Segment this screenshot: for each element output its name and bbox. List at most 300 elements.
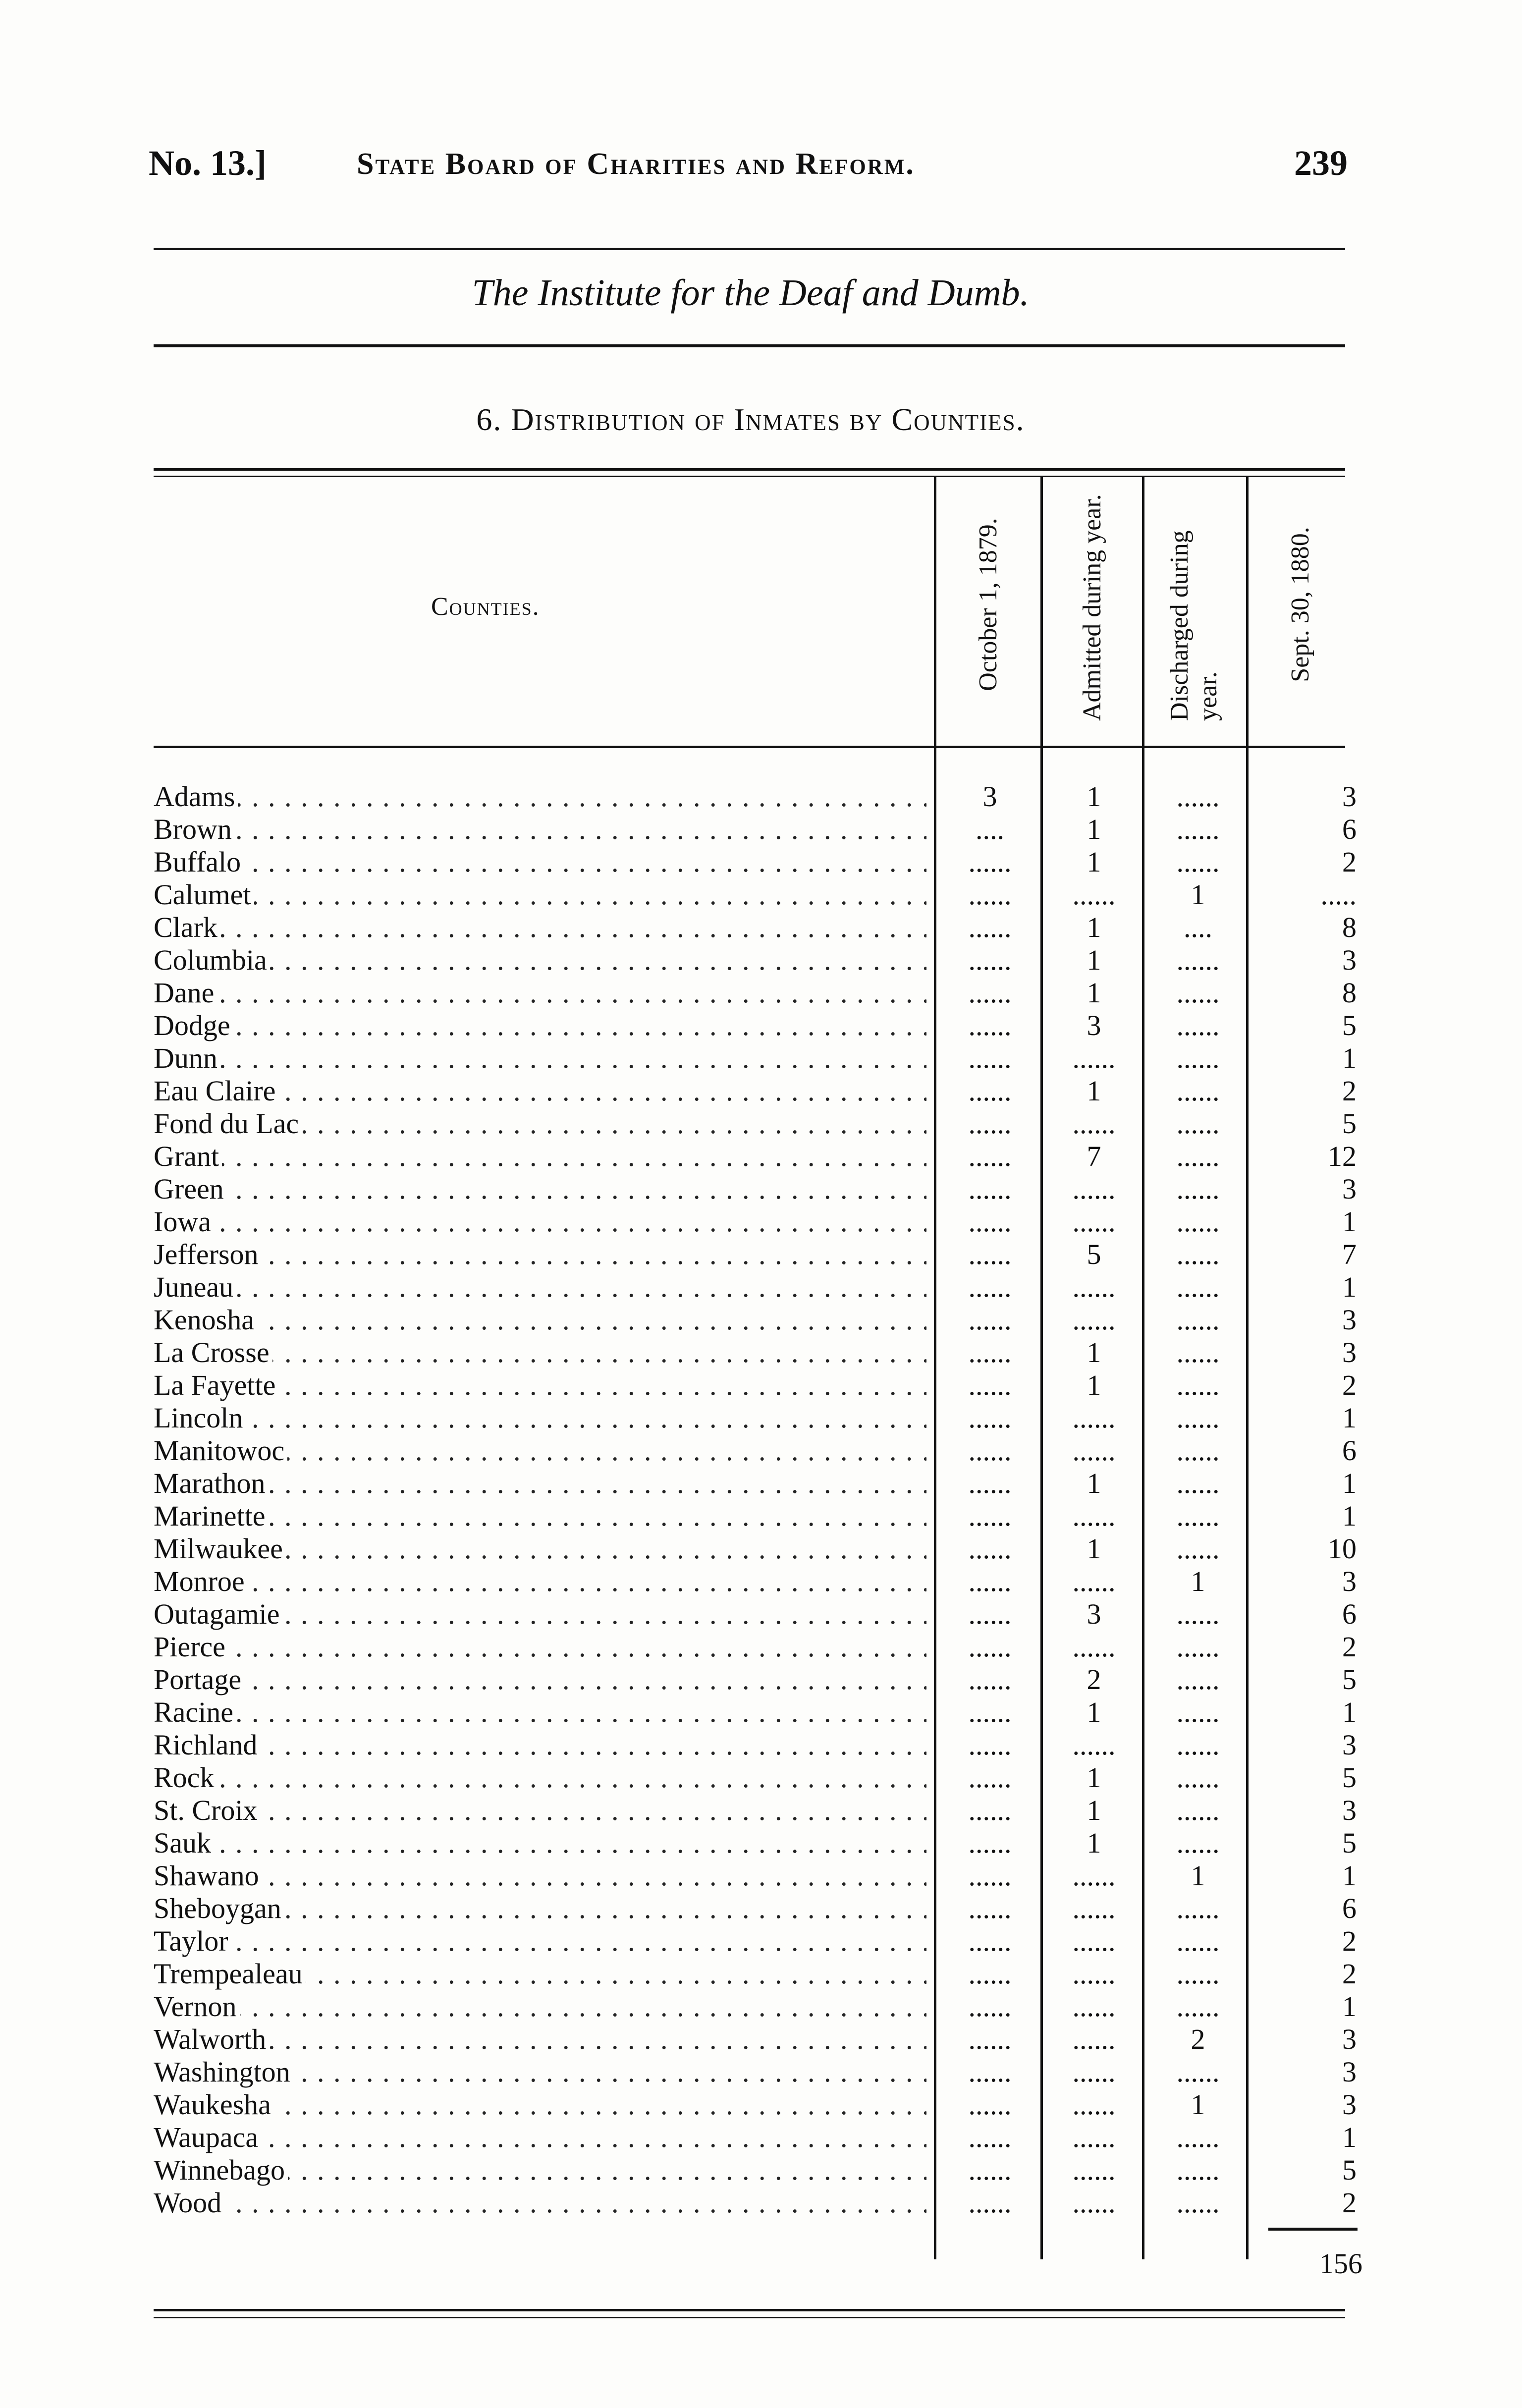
county-name [154, 1500, 926, 1532]
county-name [154, 878, 926, 911]
county-name-text: Vernon [154, 1990, 240, 2023]
admitted-value: ...... [1072, 2023, 1116, 2055]
oct-1879-value: ...... [968, 1434, 1012, 1467]
discharged-value: ...... [1176, 944, 1220, 976]
admitted-value: 1 [1087, 911, 1101, 943]
sept-1880-value: 3 [1342, 1304, 1357, 1336]
county-name-text: Sheboygan [154, 1892, 284, 1924]
admitted-value: 1 [1087, 813, 1101, 845]
discharged-value: 2 [1191, 2023, 1205, 2055]
county-name [154, 1925, 926, 1958]
county-name [154, 846, 926, 878]
table-row [154, 1532, 1362, 1565]
discharged-value: ...... [1176, 1369, 1220, 1401]
table-row [154, 1205, 1362, 1238]
admitted-value: ...... [1072, 2187, 1116, 2219]
oct-1879-value: ...... [968, 2023, 1012, 2055]
county-name-text: La Fayette [154, 1369, 278, 1401]
oct-1879-value: ...... [968, 1663, 1012, 1696]
county-name [154, 1827, 926, 1860]
oct-1879-value: ...... [968, 1761, 1012, 1794]
oct-1879-value: ...... [968, 1532, 1012, 1565]
table-row [154, 1990, 1362, 2023]
county-name [154, 1369, 926, 1402]
county-name [154, 1009, 926, 1042]
county-name [154, 1336, 926, 1369]
header-bottom-rule [154, 746, 1345, 748]
county-name [154, 2023, 926, 2056]
county-name [154, 2154, 926, 2187]
oct-1879-value: ...... [968, 1140, 1012, 1172]
table-row [154, 1631, 1362, 1663]
admitted-value: ...... [1072, 2088, 1116, 2121]
sept-1880-value: 2 [1342, 846, 1357, 878]
sept-1880-value: 5 [1342, 1827, 1357, 1859]
section-title: 6. Distribution of Inmates by Counties. [476, 402, 1025, 437]
sept-1880-value: 6 [1342, 1892, 1357, 1924]
oct-1879-value: ...... [968, 1696, 1012, 1728]
table-row [154, 977, 1362, 1009]
county-name [154, 1434, 926, 1467]
county-name-text: Manitowoc [154, 1434, 287, 1467]
table-row [154, 1860, 1362, 1892]
oct-1879-value: ...... [968, 2121, 1012, 2153]
table-row [154, 1238, 1362, 1271]
county-name [154, 813, 926, 846]
admitted-value: 1 [1087, 1696, 1101, 1728]
county-name-text: Washington [154, 2056, 293, 2088]
county-name [154, 1990, 926, 2023]
sept-1880-value: 6 [1342, 1434, 1357, 1467]
county-name-text: Monroe [154, 1565, 248, 1597]
admitted-value: 1 [1087, 1827, 1101, 1859]
sept-1880-value: 7 [1342, 1238, 1357, 1270]
oct-1879-value: ...... [968, 1467, 1012, 1499]
admitted-value: ...... [1072, 1565, 1116, 1597]
county-name-text: Walworth [154, 2023, 269, 2055]
table-row [154, 2187, 1362, 2219]
table-row [154, 1565, 1362, 1598]
county-name [154, 944, 926, 977]
discharged-value: 1 [1191, 2088, 1205, 2121]
discharged-value: ...... [1176, 1990, 1220, 2023]
discharged-value: ...... [1176, 1402, 1220, 1434]
county-name-text: Waupaca [154, 2121, 261, 2153]
sept-1880-value: 5 [1342, 1761, 1357, 1794]
sept-1880-value: 1 [1342, 1500, 1357, 1532]
oct-1879-value: ...... [968, 1794, 1012, 1826]
oct-1879-value: ...... [968, 2056, 1012, 2088]
table-row [154, 1794, 1362, 1827]
table-row [154, 1958, 1362, 1990]
sept-1880-value: 3 [1342, 1729, 1357, 1761]
county-name-text: Columbia [154, 944, 270, 976]
county-name-text: Green [154, 1173, 227, 1205]
discharged-value: ...... [1176, 1173, 1220, 1205]
sept-1880-value: 3 [1342, 1173, 1357, 1205]
table-row [154, 2056, 1362, 2088]
oct-1879-value: ...... [968, 1925, 1012, 1957]
counties-header: Counties. [431, 593, 540, 621]
county-name-text: Buffalo [154, 846, 244, 878]
county-name-text: Sauk [154, 1827, 214, 1859]
admitted-value: 2 [1087, 1663, 1101, 1696]
table-row [154, 1173, 1362, 1205]
discharged-value: ...... [1176, 1696, 1220, 1728]
county-name-text: Portage [154, 1663, 244, 1696]
county-name-text: Shawano [154, 1860, 262, 1892]
county-name-text: Taylor [154, 1925, 231, 1957]
admitted-value: ...... [1072, 1729, 1116, 1761]
discharged-value: 1 [1191, 1860, 1205, 1892]
county-name [154, 977, 926, 1009]
table-row [154, 1598, 1362, 1631]
oct-1879-value: ...... [968, 1892, 1012, 1924]
county-name-text: Rock [154, 1761, 217, 1794]
table-row [154, 1369, 1362, 1402]
county-name [154, 1205, 926, 1238]
admitted-value: ...... [1072, 1173, 1116, 1205]
sept-1880-value: 8 [1342, 977, 1357, 1009]
county-name [154, 1761, 926, 1794]
report-number: No. 13.] [149, 143, 267, 183]
sept-1880-value: 2 [1342, 1369, 1357, 1401]
oct-1879-value: ...... [968, 1369, 1012, 1401]
table-row [154, 1500, 1362, 1532]
table-row [154, 1827, 1362, 1860]
county-name [154, 1663, 926, 1696]
admitted-value: ...... [1072, 1990, 1116, 2023]
oct-1879-value: ...... [968, 1827, 1012, 1859]
sept-1880-value: 8 [1342, 911, 1357, 943]
county-name-text: Dodge [154, 1009, 233, 1041]
table-row [154, 1304, 1362, 1336]
county-name [154, 1565, 926, 1598]
sept-1880-value: 1 [1342, 1696, 1357, 1728]
county-name-text: Winnebago [154, 2154, 288, 2186]
table-row [154, 1107, 1362, 1140]
sept-1880-value: 5 [1342, 1107, 1357, 1140]
sept-1880-value: 1 [1342, 1467, 1357, 1499]
sept-1880-value: 12 [1328, 1140, 1357, 1172]
discharged-value: ...... [1176, 1075, 1220, 1107]
discharged-value: 1 [1191, 1565, 1205, 1597]
oct-1879-value: ...... [968, 1958, 1012, 1990]
table-row [154, 878, 1362, 911]
admitted-value: ...... [1072, 1892, 1116, 1924]
county-name [154, 1402, 926, 1434]
oct-1879-value: ...... [968, 944, 1012, 976]
admitted-value: ...... [1072, 1304, 1116, 1336]
county-name-text: Dane [154, 977, 217, 1009]
total-rule [1268, 2228, 1358, 2231]
county-name-text: Juneau [154, 1271, 236, 1303]
county-name-text: Iowa [154, 1205, 214, 1238]
county-name-text: Racine [154, 1696, 236, 1728]
oct-1879-value: ...... [968, 846, 1012, 878]
sept-1880-value: ..... [1320, 878, 1357, 911]
table-row [154, 911, 1362, 944]
subtitle-rule [154, 344, 1345, 347]
county-name [154, 1042, 926, 1075]
table-row [154, 1761, 1362, 1794]
oct-1879-value: 3 [982, 780, 997, 813]
discharged-value: ...... [1176, 1238, 1220, 1270]
sept-1880-value: 3 [1342, 1336, 1357, 1368]
discharged-value: ...... [1176, 1434, 1220, 1467]
oct-1879-value: ...... [968, 1271, 1012, 1303]
sept-1880-value: 1 [1342, 1042, 1357, 1074]
county-name-text: Grant [154, 1140, 222, 1172]
county-name [154, 1238, 926, 1271]
discharged-value: ...... [1176, 1958, 1220, 1990]
discharged-value: ...... [1176, 1205, 1220, 1238]
discharged-value: ...... [1176, 1304, 1220, 1336]
col-header-sept-1880: Sept. 30, 1880. [1286, 527, 1314, 682]
county-name [154, 1107, 926, 1140]
oct-1879-value: ...... [968, 1205, 1012, 1238]
county-name-text: Outagamie [154, 1598, 282, 1630]
county-name [154, 911, 926, 944]
discharged-value: 1 [1191, 878, 1205, 911]
sept-1880-value: 5 [1342, 1009, 1357, 1041]
table-row [154, 1925, 1362, 1958]
discharged-value: ...... [1176, 2056, 1220, 2088]
county-name [154, 1794, 926, 1827]
table-row [154, 1434, 1362, 1467]
county-name-text: Wood [154, 2187, 224, 2219]
table-row [154, 1467, 1362, 1500]
page-header [149, 143, 1353, 192]
discharged-value: ...... [1176, 977, 1220, 1009]
admitted-value: ...... [1072, 1631, 1116, 1663]
table-row [154, 1729, 1362, 1761]
discharged-value: ...... [1176, 1892, 1220, 1924]
county-name [154, 1860, 926, 1892]
discharged-value: ...... [1176, 1598, 1220, 1630]
discharged-value: ...... [1176, 1009, 1220, 1041]
admitted-value: ...... [1072, 1925, 1116, 1957]
sept-1880-value: 2 [1342, 1958, 1357, 1990]
sept-1880-value: 2 [1342, 2187, 1357, 2219]
county-name-text: Calumet [154, 878, 254, 911]
county-name [154, 2121, 926, 2154]
admitted-value: ...... [1072, 1042, 1116, 1074]
sept-1880-value: 2 [1342, 1075, 1357, 1107]
county-name-text: La Crosse [154, 1336, 272, 1368]
oct-1879-value: ...... [968, 878, 1012, 911]
table-row [154, 1271, 1362, 1304]
discharged-value: ...... [1176, 1827, 1220, 1859]
discharged-value: ...... [1176, 813, 1220, 845]
admitted-value: 1 [1087, 977, 1101, 1009]
table-row [154, 1892, 1362, 1925]
discharged-value: ...... [1176, 2187, 1220, 2219]
oct-1879-value: ...... [968, 1173, 1012, 1205]
subtitle: The Institute for the Deaf and Dumb. [472, 272, 1030, 314]
oct-1879-value: ...... [968, 1336, 1012, 1368]
discharged-value: ...... [1176, 1500, 1220, 1532]
discharged-value: ...... [1176, 1925, 1220, 1957]
county-name-text: Dunn [154, 1042, 220, 1074]
county-name [154, 1271, 926, 1304]
table-row [154, 2088, 1362, 2121]
discharged-value: ...... [1176, 2154, 1220, 2186]
oct-1879-value: ...... [968, 1042, 1012, 1074]
admitted-value: ...... [1072, 1958, 1116, 1990]
county-name-text: St. Croix [154, 1794, 261, 1826]
county-name-text: Kenosha [154, 1304, 257, 1336]
oct-1879-value: ...... [968, 1500, 1012, 1532]
county-name-text: Fond du Lac [154, 1107, 302, 1140]
admitted-value: ...... [1072, 2056, 1116, 2088]
county-name-text: Jefferson [154, 1238, 262, 1270]
county-name [154, 780, 926, 813]
oct-1879-value: ...... [968, 911, 1012, 943]
admitted-value: ...... [1072, 1402, 1116, 1434]
sept-1880-value: 3 [1342, 1794, 1357, 1826]
oct-1879-value: ...... [968, 1860, 1012, 1892]
table-row [154, 1075, 1362, 1107]
sept-1880-value: 3 [1342, 944, 1357, 976]
sept-1880-value: 1 [1342, 1205, 1357, 1238]
discharged-value: ...... [1176, 1631, 1220, 1663]
oct-1879-value: ...... [968, 1631, 1012, 1663]
sept-1880-value: 5 [1342, 1663, 1357, 1696]
county-name-text: Eau Claire [154, 1075, 278, 1107]
page-number: 239 [1294, 143, 1348, 183]
admitted-value: 1 [1087, 1075, 1101, 1107]
table-row [154, 1336, 1362, 1369]
discharged-value: ...... [1176, 1532, 1220, 1565]
county-name-text: Lincoln [154, 1402, 246, 1434]
header-rule [154, 248, 1345, 250]
county-name-text: Trempealeau [154, 1958, 306, 1990]
oct-1879-value: ...... [968, 977, 1012, 1009]
admitted-value: 7 [1087, 1140, 1101, 1172]
table-top-rule-2 [154, 476, 1345, 477]
oct-1879-value: ...... [968, 1729, 1012, 1761]
bottom-rule-2 [154, 2317, 1345, 2318]
table-row [154, 1663, 1362, 1696]
sept-1880-value: 3 [1342, 2023, 1357, 2055]
county-name-text: Waukesha [154, 2088, 274, 2121]
county-name [154, 1729, 926, 1761]
discharged-value: ...... [1176, 1663, 1220, 1696]
oct-1879-value: ...... [968, 1238, 1012, 1270]
county-name [154, 1467, 926, 1500]
discharged-value: ...... [1176, 1794, 1220, 1826]
sept-1880-value: 1 [1342, 2121, 1357, 2153]
table-row [154, 1402, 1362, 1434]
discharged-value: ...... [1176, 1107, 1220, 1140]
oct-1879-value: ...... [968, 2187, 1012, 2219]
county-name [154, 1892, 926, 1925]
sept-1880-value: 6 [1342, 1598, 1357, 1630]
col-header-oct-1879: October 1, 1879. [974, 518, 1002, 691]
table-row [154, 780, 1362, 813]
discharged-value: ...... [1176, 1761, 1220, 1794]
county-name [154, 1304, 926, 1336]
sept-1880-value: 1 [1342, 1271, 1357, 1303]
county-name [154, 2088, 926, 2121]
oct-1879-value: ...... [968, 2154, 1012, 2186]
oct-1879-value: ...... [968, 1107, 1012, 1140]
oct-1879-value: ...... [968, 1598, 1012, 1630]
admitted-value: 1 [1087, 780, 1101, 813]
county-name [154, 2056, 926, 2088]
oct-1879-value: .... [976, 813, 1004, 845]
admitted-value: 1 [1087, 944, 1101, 976]
sept-1880-value: 1 [1342, 1860, 1357, 1892]
admitted-value: 3 [1087, 1009, 1101, 1041]
admitted-value: 1 [1087, 1794, 1101, 1826]
discharged-value: ...... [1176, 780, 1220, 813]
admitted-value: ...... [1072, 2154, 1116, 2186]
table-row [154, 2023, 1362, 2056]
county-name [154, 1958, 926, 1990]
oct-1879-value: ...... [968, 1990, 1012, 2023]
table-top-rule [154, 468, 1345, 471]
admitted-value: 5 [1087, 1238, 1101, 1270]
table-row [154, 846, 1362, 878]
discharged-value: ...... [1176, 1729, 1220, 1761]
discharged-value: ...... [1176, 2121, 1220, 2153]
table-row [154, 1140, 1362, 1173]
sept-1880-value: 1 [1342, 1402, 1357, 1434]
sept-1880-value: 3 [1342, 2088, 1357, 2121]
county-name [154, 1532, 926, 1565]
discharged-value: ...... [1176, 1140, 1220, 1172]
discharged-value: ...... [1176, 1467, 1220, 1499]
admitted-value: ...... [1072, 1434, 1116, 1467]
county-name [154, 1140, 926, 1173]
sept-1880-value: 2 [1342, 1925, 1357, 1957]
oct-1879-value: ...... [968, 1075, 1012, 1107]
col-header-discharged: Discharged during year. [1165, 530, 1222, 721]
sept-1880-value: 6 [1342, 813, 1357, 845]
admitted-value: ...... [1072, 1500, 1116, 1532]
admitted-value: ...... [1072, 1271, 1116, 1303]
county-name [154, 1075, 926, 1107]
total-value: 156 [1319, 2247, 1362, 2280]
oct-1879-value: ...... [968, 1565, 1012, 1597]
county-name [154, 2187, 926, 2219]
county-name-text: Richland [154, 1729, 260, 1761]
county-name-text: Marathon [154, 1467, 269, 1499]
sept-1880-value: 5 [1342, 2154, 1357, 2186]
sept-1880-value: 3 [1342, 2056, 1357, 2088]
table-row [154, 944, 1362, 977]
table-row [154, 2121, 1362, 2154]
oct-1879-value: ...... [968, 1402, 1012, 1434]
county-name [154, 1696, 926, 1729]
table-row [154, 2154, 1362, 2187]
oct-1879-value: ...... [968, 1304, 1012, 1336]
table-row [154, 813, 1362, 846]
admitted-value: 1 [1087, 1369, 1101, 1401]
oct-1879-value: ...... [968, 1009, 1012, 1041]
table-row [154, 1696, 1362, 1729]
sept-1880-value: 3 [1342, 780, 1357, 813]
admitted-value: 1 [1087, 1336, 1101, 1368]
admitted-value: 1 [1087, 846, 1101, 878]
county-name-text: Marinette [154, 1500, 268, 1532]
admitted-value: ...... [1072, 1205, 1116, 1238]
county-name-text: Pierce [154, 1631, 228, 1663]
oct-1879-value: ...... [968, 2088, 1012, 2121]
admitted-value: ...... [1072, 1860, 1116, 1892]
